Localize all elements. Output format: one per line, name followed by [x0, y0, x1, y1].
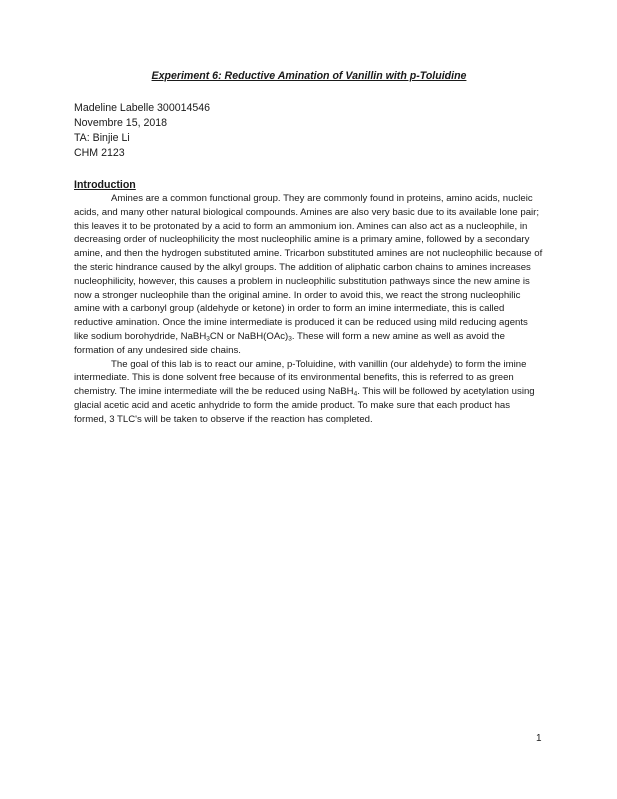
- subscript-4: 4: [353, 390, 358, 398]
- introduction-body: [74, 192, 544, 427]
- introduction-paragraph-2: [74, 358, 544, 427]
- course-code: CHM 2123: [74, 147, 125, 159]
- report-date: Novembre 15, 2018: [74, 117, 168, 129]
- introduction-heading: Introduction: [74, 179, 136, 191]
- introduction-paragraph-1: [74, 192, 544, 358]
- document-title: Experiment 6: Reductive Amination of Vanillin with p-Toluidine: [151, 70, 467, 82]
- teaching-assistant: TA: Binjie Li: [74, 132, 130, 144]
- paragraph-1-text-a: Amines are a common functional group. They are commonly found in proteins, amino acids, nucleic acids, and many other natural biological compounds. Amines are also very basic due to its available lone pair; this leaves it to be protonated by a acid to form an ammonium ion. Amines can also act as a nucleophile, in decreasing order of nucleophilicity the most nucleophilic amine is a primary amine, followed by a secondary amine, and then the hydrogen substituted amine. Tricarbon substituted amines are not nucleophilic because of the steric hindrance caused by the alkyl groups. The addition of aliphatic carbon chains to amines increases nucleophilicity, however, this causes a problem in nucleophilic substitution pathways since the new amine is now a stronger nucleophile than the original amine. In order to avoid this, we react the strong nucleophilic amine with a carbonyl group (aldehyde or ketone) in order to form an imine intermediate, this is called reductive amination. Once the imine intermediate is produced it can be reduced using mild reducing agents like sodium borohydride, NaBH: [74, 193, 543, 342]
- paragraph-2-text-b: . This will be followed by acetylation using glacial acetic acid and acetic anhydride to form the amide product. To make sure that each product has formed, 3 TLC's will be taken to observe if the reaction has completed.: [74, 386, 535, 425]
- subscript-3: 3: [288, 335, 292, 343]
- page-number: 1: [536, 733, 542, 744]
- author-name: Madeline Labelle 300014546: [74, 102, 211, 114]
- subscript-3: 3: [206, 335, 210, 343]
- author-info-block: [74, 101, 210, 161]
- paragraph-1-text-b: CN or NaBH(OAc): [209, 330, 289, 342]
- paragraph-1-text-c: . These will form a new amine as well as avoid the formation of any undesired side chains.: [74, 330, 505, 356]
- paragraph-2-text-a: The goal of this lab is to react our amine, p-Toluidine, with vanillin (our aldehyde) to form the imine intermediate. This is done solvent free because of its environmental benefits, this is referred to as green chemistry. The imine intermediate will the be reduced using NaBH: [74, 358, 527, 398]
